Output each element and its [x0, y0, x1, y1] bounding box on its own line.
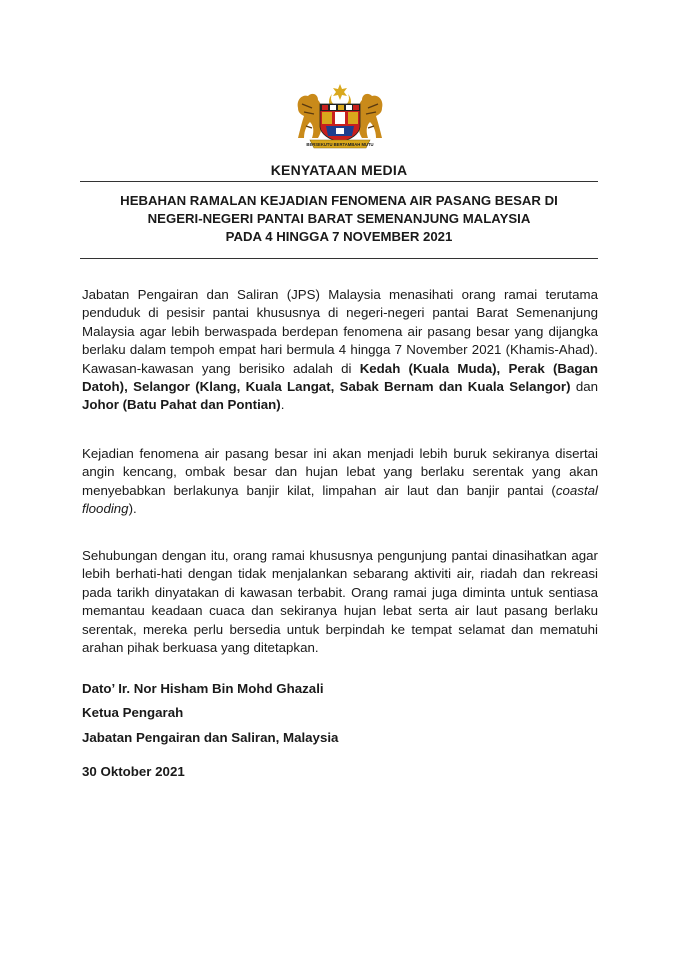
paragraph-conditions-text: Kejadian fenomena air pasang besar ini akan menjadi lebih buruk sekiranya disertai angin kencang, ombak besar dan hujan lebat yang berlaku serentak yang akan menyebabkan berlakunya banjir kilat, limpahan air laut dan banjir pantai (	[82, 446, 598, 498]
crest-motto: BERSEKUTU BERTAMBAH MUTU	[306, 142, 374, 147]
paragraph-advisory	[82, 286, 598, 415]
risk-area-separator-2: dan	[570, 379, 599, 395]
paragraph-conditions-end: ).	[128, 501, 137, 517]
paragraph-advisory-end: .	[280, 397, 285, 413]
header-divider-top	[80, 181, 598, 182]
paragraph-precautions: Sehubungan dengan itu, orang ramai khususnya pengunjung pantai dinasihatkan agar lebih berhati-hati dengan tidak menjalankan sebarang aktiviti air, riadah dan rekreasi pada tarikh dinyatakan di kawasan terbabit. Orang ramai juga diminta untuk sentiasa memantau keadaan cuaca dan sekiranya hujan lebat serta air laut pasang berlaku serentak, mereka perlu bersedia untuk berpindah ke tempat selamat dan mematuhi arahan pihak berkuasa yang ditetapkan.	[82, 548, 598, 656]
header-divider-bottom	[80, 258, 598, 259]
risk-area-kedah-perak: Kedah (Kuala Muda), Perak (Bagan Datoh)	[82, 360, 599, 395]
headline-line-1: HEBAHAN RAMALAN KEJADIAN FENOMENA AIR PASANG BESAR DI	[120, 193, 558, 208]
signatory-department: Jabatan Pengairan dan Saliran, Malaysia	[82, 730, 339, 745]
statement-date: 30 Oktober 2021	[82, 764, 185, 779]
risk-area-separator-1: ,	[124, 379, 134, 395]
statement-label: KENYATAAN MEDIA	[270, 162, 408, 178]
headline-line-2: NEGERI-NEGERI PANTAI BARAT SEMENANJUNG MALAYSIA	[147, 211, 531, 227]
malaysia-coat-of-arms-icon	[292, 82, 388, 150]
paragraph-advisory-intro: Jabatan Pengairan dan Saliran (JPS) Malaysia menasihati orang ramai terutama penduduk di pesisir pantai khususnya di negeri-negeri pantai Barat Semenanjung Malaysia agar lebih berwaspada berdepan fenomena air pasang besar yang dijangka berlaku dalam tempoh empat hari bermula 4 hingga 7 November 2021 (Khamis-Ahad). Kawasan-kawasan yang berisiko adalah di	[82, 287, 598, 376]
risk-area-johor: Johor (Batu Pahat dan Pontian)	[82, 397, 281, 413]
statement-headline	[80, 192, 598, 247]
coastal-flooding-term: coastal flooding	[82, 482, 598, 517]
paragraph-conditions	[82, 445, 598, 519]
headline-line-3: PADA 4 HINGGA 7 NOVEMBER 2021	[225, 229, 453, 245]
signatory-position: Ketua Pengarah	[82, 705, 184, 720]
risk-area-selangor: Selangor (Klang, Kuala Langat, Sabak Bernam dan Kuala Selangor)	[133, 379, 571, 395]
signatory-name: Dato’ Ir. Nor Hisham Bin Mohd Ghazali	[82, 681, 324, 696]
